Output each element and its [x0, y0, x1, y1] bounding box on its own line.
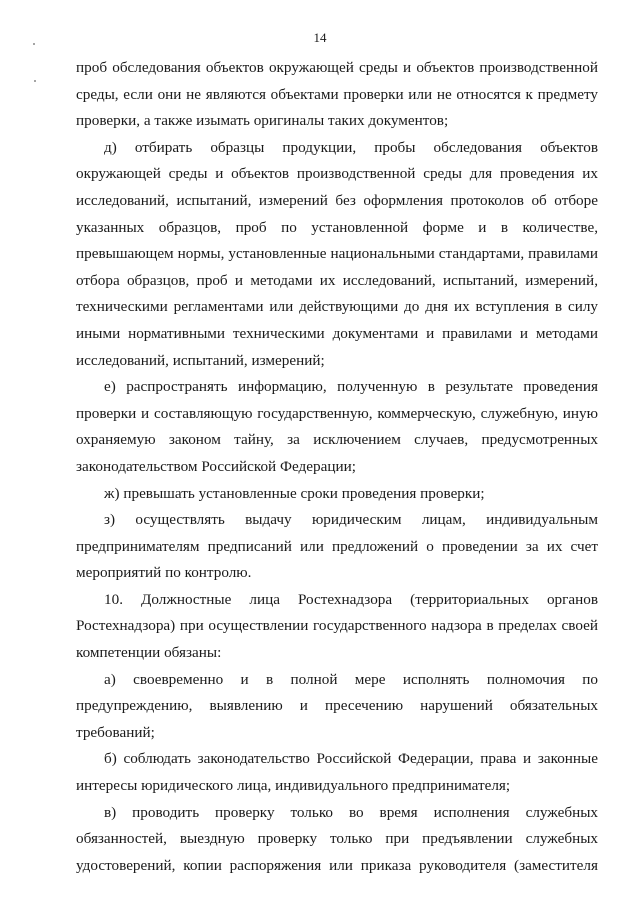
document-body: [76, 55, 598, 879]
paragraph-item-zh: ж) превышать установленные сроки проведения проверки;: [104, 484, 485, 502]
paragraph-section-10: 10. Должностные лица Ростехнадзора (территориальных органов Ростехнадзора) при осуществлении государственного надзора в пределах своей компетенции обязаны:: [76, 590, 598, 662]
paragraph-item-v: в) проводить проверку только во время исполнения служебных обязанностей, выездную проверку только при предъявлении служебных удостоверений, копии распоряжения или приказа руководителя (заместителя: [76, 803, 598, 874]
paragraph-continuation: проб обследования объектов окружающей среды и объектов производственной среды, если они не являются объектами проверки или не относятся к предмету проверки, а также изымать оригиналы таких документов;: [76, 59, 598, 130]
paragraph-item-a: а) своевременно и в полной мере исполнять полномочия по предупреждению, выявлению и пресечению нарушений обязательных требований;: [76, 670, 598, 741]
paragraph-item-d: д) отбирать образцы продукции, пробы обследования объектов окружающей среды и объектов производственной среды для проведения их исследований, испытаний, измерений без оформления протоколов об отборе указанных образцов, проб по установленной форме и в количестве, превышающем нормы, установленные национальными стандартами, правилами отбора образцов, проб и методами их исследований, испытаний, измерений, техническими регламентами или действующими до дня их вступления в силу иными нормативными техническими документами и правилами и методами исследований, испытаний, измерений;: [76, 138, 598, 369]
paragraph-item-z: з) осуществлять выдачу юридическим лицам, индивидуальным предпринимателям предписаний или предложений о проведении за их счет мероприятий по контролю.: [76, 511, 598, 582]
scan-speck: [33, 43, 35, 45]
scan-speck: [34, 80, 36, 82]
page-number: 14: [313, 30, 327, 45]
paragraph-item-b: б) соблюдать законодательство Российской Федерации, права и законные интересы юридического лица, индивидуального предпринимателя;: [76, 750, 598, 795]
paragraph-item-e: е) распространять информацию, полученную в результате проведения проверки и составляющую государственную, коммерческую, служебную, иную охраняемую законом тайну, за исключением случаев, предусмотренных законодательством Российской Федерации;: [76, 378, 598, 475]
